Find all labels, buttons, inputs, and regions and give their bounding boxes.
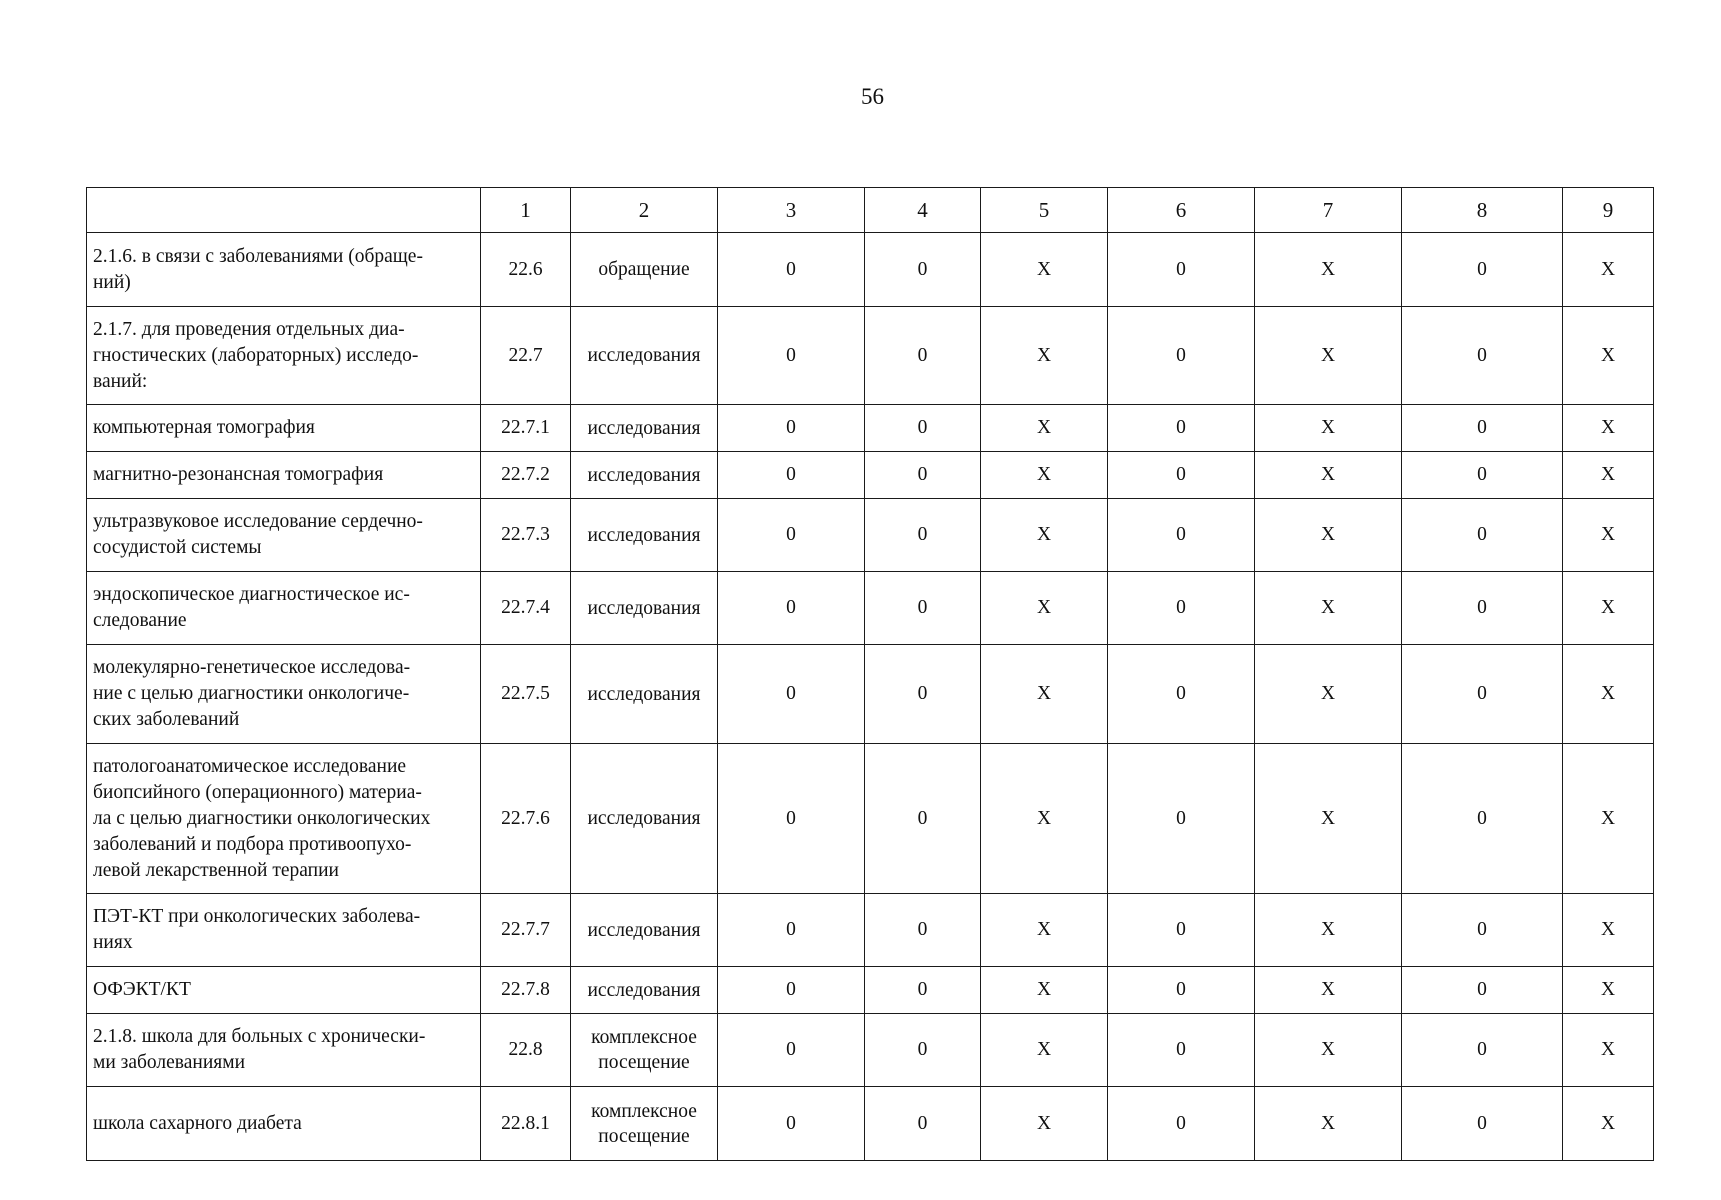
row-cell-c6: 0 xyxy=(1108,1014,1255,1087)
row-name-cell: эндоскопическое диагностическое ис- следование xyxy=(87,572,481,645)
header-cell-4: 4 xyxy=(865,188,981,233)
table-row xyxy=(87,1014,1654,1087)
row-cell-code: 22.7.6 xyxy=(481,744,571,894)
row-cell-c5: X xyxy=(981,307,1108,405)
row-cell-c8: 0 xyxy=(1402,307,1563,405)
table-row xyxy=(87,744,1654,894)
row-cell-unit: исследования xyxy=(571,499,718,572)
row-cell-c3: 0 xyxy=(718,572,865,645)
row-cell-c5: X xyxy=(981,967,1108,1014)
table-row xyxy=(87,645,1654,744)
table-row xyxy=(87,233,1654,307)
row-cell-code: 22.7.4 xyxy=(481,572,571,645)
row-cell-c7: X xyxy=(1255,645,1402,744)
row-cell-c3: 0 xyxy=(718,744,865,894)
row-cell-c5: X xyxy=(981,452,1108,499)
row-cell-c9: X xyxy=(1563,744,1654,894)
header-cell-2: 2 xyxy=(571,188,718,233)
row-cell-c5: X xyxy=(981,1014,1108,1087)
row-cell-c4: 0 xyxy=(865,1087,981,1161)
row-cell-unit: комплексное посещение xyxy=(571,1087,718,1161)
row-name-cell: ПЭТ-КТ при онкологических заболева- ниях xyxy=(87,894,481,967)
row-cell-c8: 0 xyxy=(1402,405,1563,452)
row-cell-c4: 0 xyxy=(865,499,981,572)
header-cell-9: 9 xyxy=(1563,188,1654,233)
row-name-cell: 2.1.7. для проведения отдельных диа- гностических (лабораторных) исследо- ваний: xyxy=(87,307,481,405)
row-name-cell: ОФЭКТ/КТ xyxy=(87,967,481,1014)
row-cell-c8: 0 xyxy=(1402,452,1563,499)
row-cell-c6: 0 xyxy=(1108,894,1255,967)
row-cell-c3: 0 xyxy=(718,645,865,744)
header-cell-5: 5 xyxy=(981,188,1108,233)
row-cell-c6: 0 xyxy=(1108,572,1255,645)
row-cell-c4: 0 xyxy=(865,572,981,645)
row-cell-c3: 0 xyxy=(718,894,865,967)
row-cell-c9: X xyxy=(1563,645,1654,744)
row-cell-c5: X xyxy=(981,499,1108,572)
row-cell-c9: X xyxy=(1563,499,1654,572)
row-cell-c5: X xyxy=(981,645,1108,744)
row-cell-c7: X xyxy=(1255,405,1402,452)
row-name-cell: школа сахарного диабета xyxy=(87,1087,481,1161)
row-cell-c5: X xyxy=(981,572,1108,645)
row-cell-code: 22.6 xyxy=(481,233,571,307)
row-name-cell: 2.1.6. в связи с заболеваниями (обраще- ний) xyxy=(87,233,481,307)
row-cell-c4: 0 xyxy=(865,452,981,499)
row-cell-c5: X xyxy=(981,405,1108,452)
table-row xyxy=(87,572,1654,645)
row-cell-unit: исследования xyxy=(571,572,718,645)
table-row xyxy=(87,967,1654,1014)
table-header-row xyxy=(87,188,1654,233)
row-cell-c7: X xyxy=(1255,967,1402,1014)
row-cell-c3: 0 xyxy=(718,1014,865,1087)
row-cell-c7: X xyxy=(1255,1087,1402,1161)
row-name-cell: ультразвуковое исследование сердечно- сосудистой системы xyxy=(87,499,481,572)
row-cell-code: 22.7.3 xyxy=(481,499,571,572)
table-body xyxy=(87,188,1654,1161)
row-cell-c7: X xyxy=(1255,744,1402,894)
row-cell-c4: 0 xyxy=(865,967,981,1014)
row-cell-unit: комплексное посещение xyxy=(571,1014,718,1087)
row-cell-unit: исследования xyxy=(571,744,718,894)
header-cell-name xyxy=(87,188,481,233)
row-cell-code: 22.7.7 xyxy=(481,894,571,967)
row-cell-c8: 0 xyxy=(1402,572,1563,645)
row-cell-c8: 0 xyxy=(1402,1014,1563,1087)
row-cell-c6: 0 xyxy=(1108,405,1255,452)
row-cell-c9: X xyxy=(1563,1014,1654,1087)
header-cell-1: 1 xyxy=(481,188,571,233)
row-cell-c8: 0 xyxy=(1402,233,1563,307)
row-cell-c9: X xyxy=(1563,307,1654,405)
row-cell-c4: 0 xyxy=(865,307,981,405)
row-cell-c6: 0 xyxy=(1108,967,1255,1014)
row-cell-c4: 0 xyxy=(865,1014,981,1087)
row-cell-c7: X xyxy=(1255,452,1402,499)
row-cell-code: 22.8 xyxy=(481,1014,571,1087)
row-cell-c7: X xyxy=(1255,572,1402,645)
row-cell-c6: 0 xyxy=(1108,307,1255,405)
row-name-cell: 2.1.8. школа для больных с хронически- ми заболеваниями xyxy=(87,1014,481,1087)
row-cell-c8: 0 xyxy=(1402,744,1563,894)
row-cell-c4: 0 xyxy=(865,744,981,894)
row-name-cell: молекулярно-генетическое исследова- ние с целью диагностики онкологиче- ских заболеваний xyxy=(87,645,481,744)
row-cell-c5: X xyxy=(981,744,1108,894)
row-cell-c7: X xyxy=(1255,894,1402,967)
row-name-cell: магнитно-резонансная томография xyxy=(87,452,481,499)
header-cell-7: 7 xyxy=(1255,188,1402,233)
row-cell-c6: 0 xyxy=(1108,1087,1255,1161)
row-cell-c4: 0 xyxy=(865,233,981,307)
row-cell-c5: X xyxy=(981,1087,1108,1161)
row-cell-c9: X xyxy=(1563,572,1654,645)
row-cell-c7: X xyxy=(1255,499,1402,572)
row-cell-c6: 0 xyxy=(1108,499,1255,572)
row-cell-unit: исследования xyxy=(571,405,718,452)
row-cell-c3: 0 xyxy=(718,307,865,405)
row-cell-c5: X xyxy=(981,894,1108,967)
row-cell-c3: 0 xyxy=(718,967,865,1014)
row-cell-c6: 0 xyxy=(1108,645,1255,744)
row-cell-c4: 0 xyxy=(865,645,981,744)
row-cell-unit: исследования xyxy=(571,645,718,744)
row-cell-c4: 0 xyxy=(865,894,981,967)
row-cell-c6: 0 xyxy=(1108,452,1255,499)
row-cell-c8: 0 xyxy=(1402,645,1563,744)
page-number: 56 xyxy=(861,84,884,109)
header-cell-8: 8 xyxy=(1402,188,1563,233)
row-cell-code: 22.7.2 xyxy=(481,452,571,499)
header-cell-6: 6 xyxy=(1108,188,1255,233)
row-cell-c8: 0 xyxy=(1402,894,1563,967)
row-cell-code: 22.8.1 xyxy=(481,1087,571,1161)
row-cell-c9: X xyxy=(1563,452,1654,499)
row-cell-code: 22.7.1 xyxy=(481,405,571,452)
row-cell-c9: X xyxy=(1563,894,1654,967)
row-name-cell: компьютерная томография xyxy=(87,405,481,452)
row-cell-c9: X xyxy=(1563,233,1654,307)
table-row xyxy=(87,452,1654,499)
row-cell-c3: 0 xyxy=(718,233,865,307)
row-cell-c5: X xyxy=(981,233,1108,307)
row-cell-c3: 0 xyxy=(718,1087,865,1161)
row-cell-code: 22.7.8 xyxy=(481,967,571,1014)
row-cell-c9: X xyxy=(1563,1087,1654,1161)
table-row xyxy=(87,405,1654,452)
table-row xyxy=(87,1087,1654,1161)
row-cell-c8: 0 xyxy=(1402,499,1563,572)
row-cell-c7: X xyxy=(1255,233,1402,307)
row-name-cell: патологоанатомическое исследование биопсийного (операционного) материа- ла с целью диагностики онкологических заболеваний и подбора противоопухо- левой лекарственной терапии xyxy=(87,744,481,894)
row-cell-c6: 0 xyxy=(1108,744,1255,894)
row-cell-c3: 0 xyxy=(718,405,865,452)
row-cell-unit: исследования xyxy=(571,967,718,1014)
row-cell-unit: обращение xyxy=(571,233,718,307)
row-cell-c7: X xyxy=(1255,1014,1402,1087)
data-table xyxy=(86,187,1654,1161)
row-cell-code: 22.7 xyxy=(481,307,571,405)
row-cell-c9: X xyxy=(1563,405,1654,452)
row-cell-c8: 0 xyxy=(1402,1087,1563,1161)
table-row xyxy=(87,894,1654,967)
row-cell-c4: 0 xyxy=(865,405,981,452)
row-cell-c7: X xyxy=(1255,307,1402,405)
row-cell-c9: X xyxy=(1563,967,1654,1014)
table-row xyxy=(87,307,1654,405)
row-cell-unit: исследования xyxy=(571,307,718,405)
row-cell-c3: 0 xyxy=(718,452,865,499)
row-cell-c8: 0 xyxy=(1402,967,1563,1014)
row-cell-code: 22.7.5 xyxy=(481,645,571,744)
row-cell-unit: исследования xyxy=(571,452,718,499)
header-cell-3: 3 xyxy=(718,188,865,233)
row-cell-unit: исследования xyxy=(571,894,718,967)
table-row xyxy=(87,499,1654,572)
row-cell-c6: 0 xyxy=(1108,233,1255,307)
row-cell-c3: 0 xyxy=(718,499,865,572)
